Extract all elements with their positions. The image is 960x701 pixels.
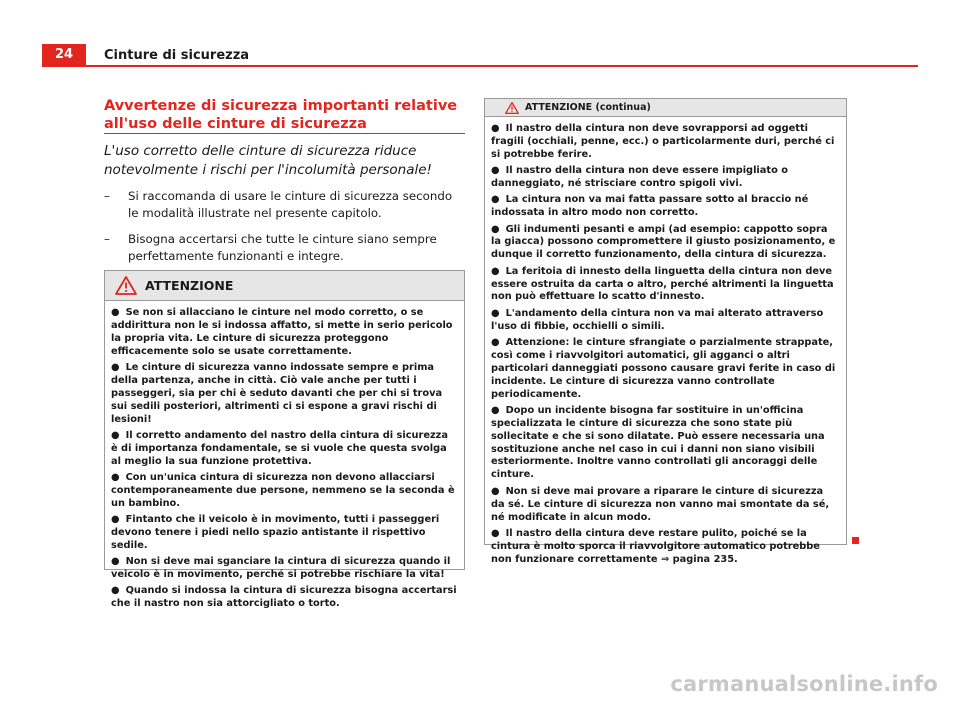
warning-label: ATTENZIONE (continua) <box>525 102 651 113</box>
warning-item <box>111 514 458 553</box>
section-title-rule <box>104 133 465 134</box>
section-end-marker <box>852 537 859 544</box>
bullet-icon: ● <box>491 223 500 235</box>
warning-item <box>111 472 458 511</box>
warning-box-continued <box>484 98 847 565</box>
warning-item <box>491 224 840 263</box>
bullet-icon: ● <box>491 485 500 497</box>
bullet-icon: ● <box>491 194 500 206</box>
bullet-icon: ● <box>111 307 120 318</box>
warning-text: Il nastro della cintura non deve essere impigliato o danneggiato, né strisciare contro spigoli vivi. <box>491 165 788 190</box>
bullet-icon: ● <box>491 404 500 416</box>
bullet-icon: ● <box>111 585 120 597</box>
instruction-text: Si raccomanda di usare le cinture di sicurezza secondo le modalità illustrate nel presente capitolo. <box>128 189 453 220</box>
instruction-item <box>104 231 466 265</box>
bullet-icon: ● <box>111 472 120 484</box>
warning-text: Non si deve mai provare a riparare le cinture di sicurezza da sé. Le cinture di sicurezza non vanno mai smontate da sé, né modificate in alcun modo. <box>491 485 830 523</box>
warning-text: Il corretto andamento del nastro della cintura di sicurezza è di importanza fondamentale, se si vuole che questa svolga al meglio la sua funzione protettiva. <box>111 429 448 467</box>
warning-header <box>485 99 846 117</box>
warning-item <box>491 528 840 567</box>
bullet-icon: ● <box>491 165 500 177</box>
header-rule <box>42 65 918 67</box>
warning-item <box>491 308 840 334</box>
warning-triangle-icon <box>505 102 519 114</box>
section-title: Avvertenze di sicurezza importanti relative all'uso delle cinture di sicurezza <box>104 98 458 132</box>
warning-item <box>111 362 458 427</box>
warning-text: Il nastro della cintura non deve sovrapporsi ad oggetti fragili (occhiali, penne, ecc.) o particolarmente duri, perché ci si potrebbe ferire. <box>491 123 835 160</box>
instruction-list <box>104 188 466 274</box>
warning-text: Con un'unica cintura di sicurezza non devono allacciarsi contemporaneamente due persone, nemmeno se la seconda è un bambino. <box>111 472 455 509</box>
warning-box <box>104 270 465 610</box>
dash-marker: – <box>104 232 110 246</box>
bullet-icon: ● <box>491 265 500 277</box>
warning-item <box>491 165 840 191</box>
warning-triangle-icon <box>115 276 137 295</box>
warning-item <box>111 556 458 582</box>
warning-item <box>491 266 840 305</box>
warning-label: ATTENZIONE <box>145 278 234 293</box>
warning-item <box>491 486 840 525</box>
warning-text: Le cinture di sicurezza vanno indossate sempre e prima della partenza, anche in città. Ciò vale anche per tutti i passeggeri, sia per chi è seduto davanti che per chi si trova sui sedili posteriori, altrimenti ci si espone a gravi rischi di lesioni! <box>111 362 443 425</box>
bullet-icon: ● <box>491 307 500 319</box>
warning-text: Non si deve mai sganciare la cintura di sicurezza quando il veicolo è in movimento, perché si potrebbe rischiare la vita! <box>111 556 451 581</box>
bullet-icon: ● <box>111 362 120 374</box>
bullet-icon: ● <box>111 556 120 568</box>
warning-text: Se non si allacciano le cinture nel modo corretto, o se addirittura non le si indossa affatto, si mette in serio pericolo la propria vita. Le cinture di sicurezza proteggono efficacemente solo se usate correttamente. <box>111 307 453 357</box>
warning-text: L'andamento della cintura non va mai alterato attraverso l'uso di fibbie, occhielli o simili. <box>491 307 824 332</box>
warning-text: La cintura non va mai fatta passare sotto al braccio né indossata in altro modo non corretto. <box>491 194 809 219</box>
warning-text: Il nastro della cintura deve restare pulito, poiché se la cintura è molto sporca il riavvolgitore automatico potrebbe non funzionare correttamente ⇒ pagina 235. <box>491 527 820 565</box>
warning-list <box>485 117 846 567</box>
watermark: carmanualsonline.info <box>670 672 938 696</box>
page-number: 24 <box>42 44 86 66</box>
section-intro: L'uso corretto delle cinture di sicurezza riduce notevolmente i rischi per l'incolumità personale! <box>104 143 432 178</box>
instruction-item <box>104 188 466 222</box>
bullet-icon: ● <box>491 336 500 348</box>
warning-item <box>491 123 840 162</box>
bullet-icon: ● <box>491 123 500 134</box>
warning-header <box>105 271 464 301</box>
instruction-text: Bisogna accertarsi che tutte le cinture siano sempre perfettamente funzionanti e integre. <box>128 232 437 263</box>
warning-item <box>111 430 458 469</box>
warning-item <box>491 194 840 220</box>
warning-item <box>111 585 458 611</box>
bullet-icon: ● <box>111 429 120 441</box>
bullet-icon: ● <box>111 514 120 526</box>
warning-text: Dopo un incidente bisogna far sostituire in un'officina specializzata le cinture di sicurezza che sono state più sollecitate e che si sono dilatate. Può essere necessaria una sostituzione anche nel caso in cui i danni non siano visibili esteriormente. Inoltre vanno controllati gli ancoraggi delle cinture. <box>491 404 825 481</box>
warning-text: Fintanto che il veicolo è in movimento, tutti i passeggeri devono tenere i piedi nello spazio antistante il rispettivo sedile. <box>111 514 440 551</box>
dash-marker: – <box>104 189 110 203</box>
warning-text: Gli indumenti pesanti e ampi (ad esempio: cappotto sopra la giacca) possono compromettere il giusto posizionamento, e dunque il corretto funzionamento, della cintura di sicurezza. <box>491 223 836 261</box>
warning-text: La feritoia di innesto della linguetta della cintura non deve essere ostruita da carta o altro, perché altrimenti la linguetta non può effettuare lo scatto d'innesto. <box>491 265 834 303</box>
warning-item <box>491 337 840 402</box>
chapter-title: Cinture di sicurezza <box>104 48 250 63</box>
warning-item <box>111 307 458 359</box>
warning-text: Attenzione: le cinture sfrangiate o parzialmente strappate, così come i riavvolgitori automatici, gli agganci o altri particolari danneggiati possono causare gravi ferite in caso di incidente. Le cinture di sicurezza vanno controllate periodicamente. <box>491 336 836 400</box>
warning-text: Quando si indossa la cintura di sicurezza bisogna accertarsi che il nastro non sia attorcigliato o torto. <box>111 585 457 610</box>
bullet-icon: ● <box>491 527 500 539</box>
warning-list <box>105 301 464 611</box>
warning-item <box>491 405 840 482</box>
